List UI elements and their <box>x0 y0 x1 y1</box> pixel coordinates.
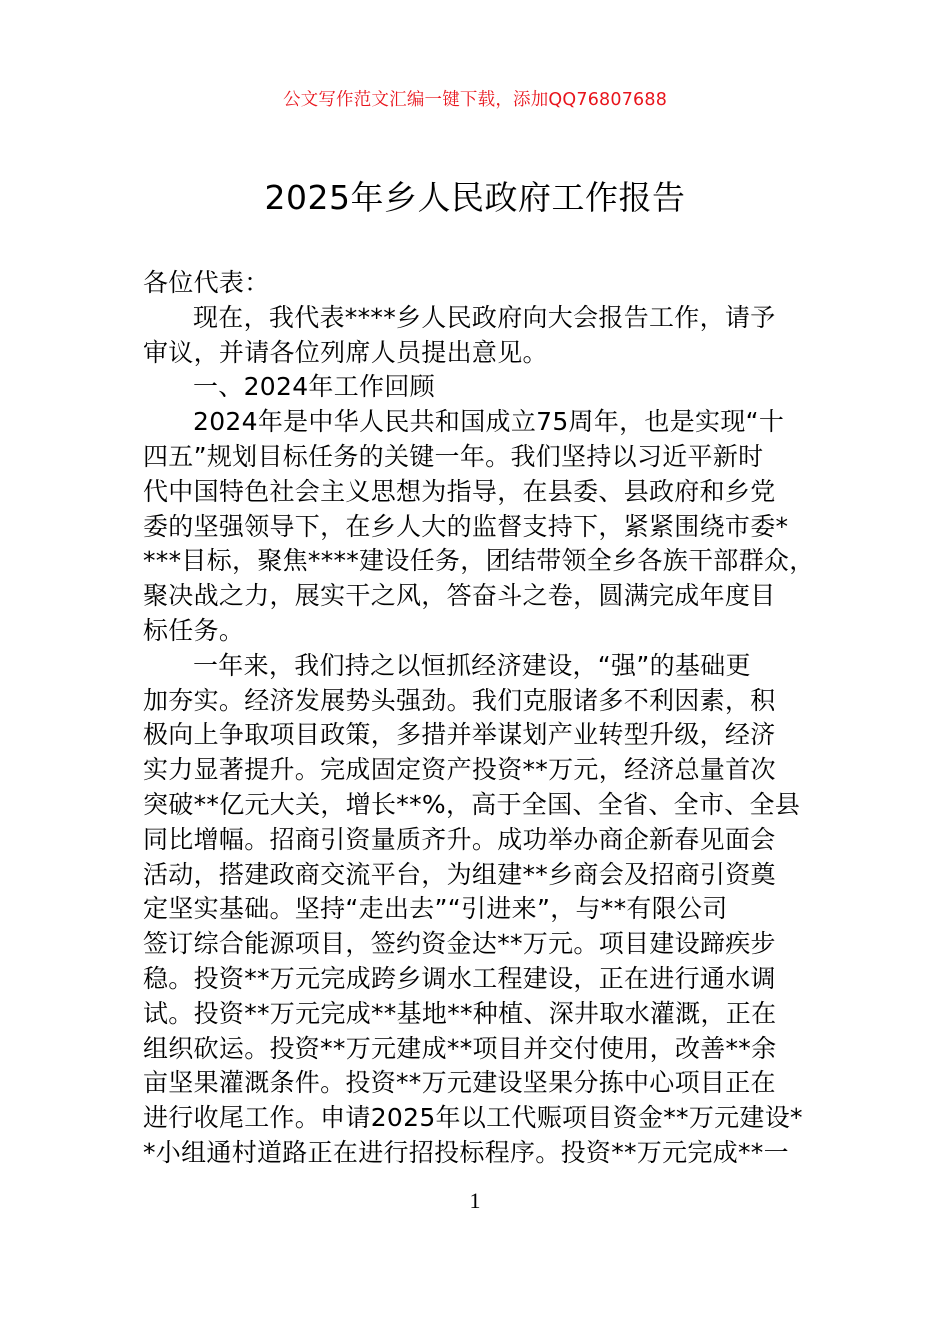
paragraph-line: 亩坚果灌溉条件。投资**万元建设坚果分拣中心项目正在 <box>143 1068 776 1098</box>
paragraph-line: 同比增幅。招商引资量质齐升。成功举办商企新春见面会 <box>143 824 776 854</box>
paragraph-line: 签订综合能源项目，签约资金达**万元。项目建设蹄疾步 <box>143 929 776 959</box>
paragraph-line: 四五”规划目标任务的关键一年。我们坚持以习近平新时 <box>143 441 764 471</box>
page-number: 1 <box>469 1188 481 1213</box>
document-title: 2025年乡人民政府工作报告 <box>264 178 686 217</box>
paragraph-line: 加夯实。经济发展势头强劲。我们克服诸多不利因素，积 <box>143 685 776 715</box>
paragraph-line: 一年来，我们持之以恒抓经济建设，“强”的基础更 <box>193 650 751 680</box>
paragraph-line: 2024年是中华人民共和国成立75周年，也是实现“十 <box>193 407 785 437</box>
paragraph-line: 代中国特色社会主义思想为指导，在县委、县政府和乡党 <box>143 476 776 506</box>
paragraph-line: *小组通村道路正在进行招投标程序。投资**万元完成**一 <box>143 1137 789 1167</box>
paragraph-line: 突破**亿元大关，增长**%，高于全国、全省、全市、全县 <box>143 789 801 819</box>
paragraph-line: 试。投资**万元完成**基地**种植、深井取水灌溉，正在 <box>143 998 777 1028</box>
paragraph-line: 审议，并请各位列席人员提出意见。 <box>143 337 548 367</box>
paragraph-line: 定坚实基础。坚持“走出去”“引进来”，与**有限公司 <box>143 894 728 924</box>
paragraph-line: 稳。投资**万元完成跨乡调水工程建设，正在进行通水调 <box>143 963 776 993</box>
document-body <box>143 266 833 1171</box>
paragraph-line: 现在，我代表****乡人民政府向大会报告工作，请予 <box>193 302 776 332</box>
paragraph-line: 极向上争取项目政策，多措并举谋划产业转型升级，经济 <box>143 720 776 750</box>
salutation-line: 各位代表： <box>143 268 270 297</box>
paragraph-line: 组织砍运。投资**万元建成**项目并交付使用，改善**余 <box>143 1033 777 1063</box>
paragraph-line: 活动，搭建政商交流平台，为组建**乡商会及招商引资奠 <box>143 859 776 889</box>
download-promo-note: 公文写作范文汇编一键下载，添加QQ76807688 <box>282 90 668 110</box>
paragraph-line: 标任务。 <box>143 615 245 645</box>
paragraph-line: ***目标，聚焦****建设任务，团结带领全乡各族干部群众， <box>143 546 815 576</box>
paragraph-line: 进行收尾工作。申请2025年以工代赈项目资金**万元建设* <box>143 1103 803 1133</box>
paragraph-line: 实力显著提升。完成固定资产投资**万元，经济总量首次 <box>143 755 776 785</box>
paragraph-line: 委的坚强领导下，在乡人大的监督支持下，紧紧围绕市委* <box>143 511 789 541</box>
paragraph-line: 聚决战之力，展实干之风，答奋斗之卷，圆满完成年度目 <box>143 581 776 611</box>
section-heading: 一、2024年工作回顾 <box>193 372 435 402</box>
